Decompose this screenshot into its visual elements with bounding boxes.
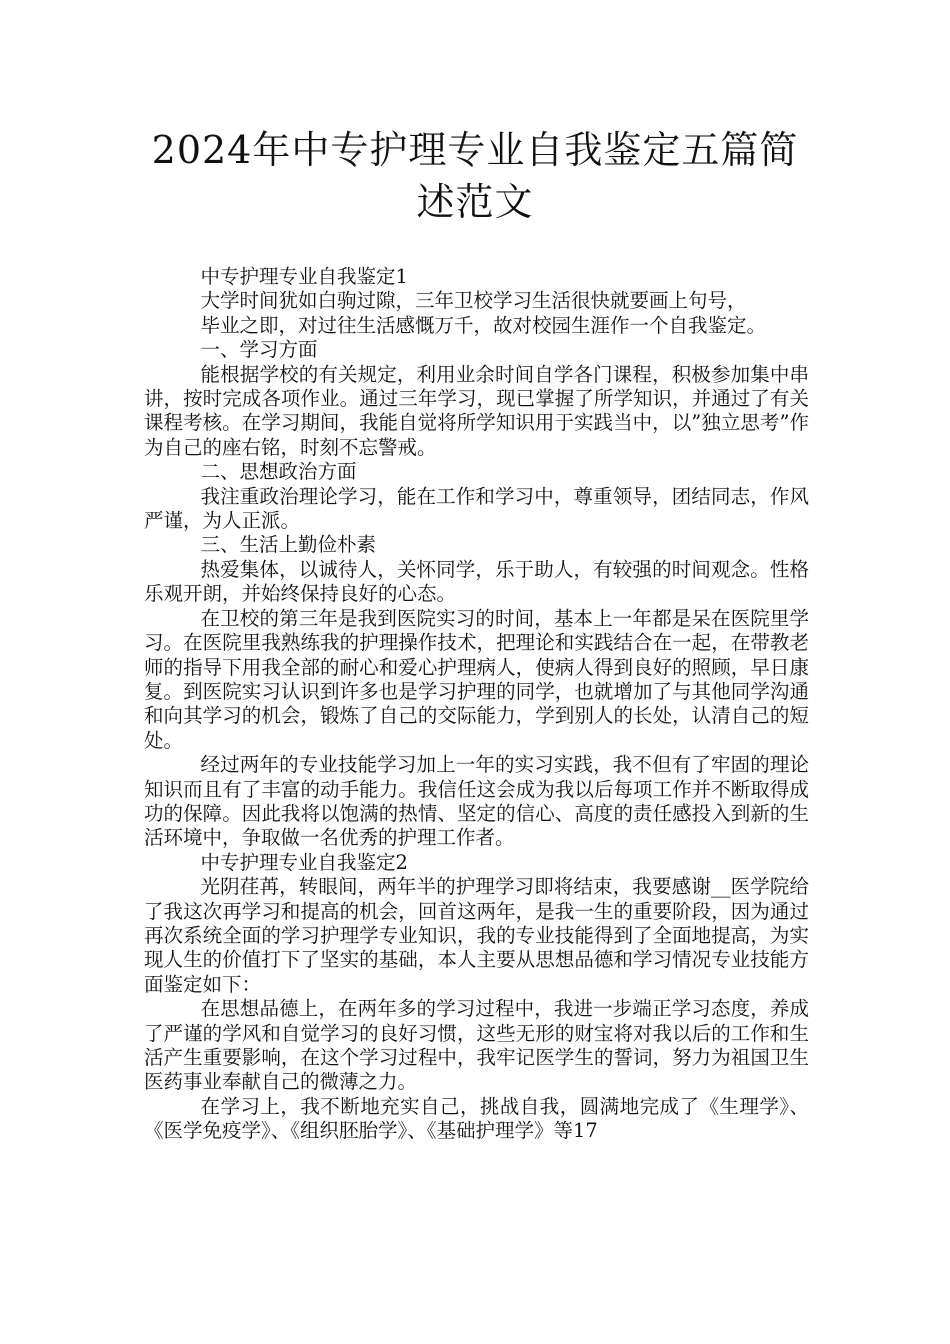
section-heading-2: 中专护理专业自我鉴定2 (200, 850, 408, 874)
paragraph (144, 314, 809, 338)
subheading-study: 一、学习方面 (200, 338, 318, 362)
paragraph: 在思想品德上，在两年多的学习过程中，我进一步端正学习态度，养成了严谨的学风和自觉学习的良好习惯，这些无形的财宝将对我以后的工作和生活产生重要影响，在这个学习过程中，我牢记医学生的誓词，努力为祖国卫生医药事业奉献自己的微薄之力。 (144, 997, 809, 1094)
document-title: 2024年中专护理专业自我鉴定五篇简述范文 (151, 128, 799, 224)
paragraph: 热爱集体，以诚待人，关怀同学，乐于助人，有较强的时间观念。性格乐观开朗，并始终保持良好的心态。 (144, 557, 809, 606)
document-body (144, 265, 809, 1144)
paragraph: 大学时间犹如白驹过隙，三年卫校学习生活很快就要画上句号， (200, 289, 747, 313)
paragraph: 我注重政治理论学习，能在工作和学习中，尊重领导，团结同志，作风严谨，为人正派。 (144, 484, 809, 533)
paragraph: 在学习上，我不断地充实自己，挑战自我，圆满地完成了《生理学》、《医学免疫学》、《组织胚胎学》、《基础护理学》等17 (144, 1094, 809, 1143)
subheading-life: 三、生活上勤俭朴素 (200, 533, 377, 557)
paragraph: 能根据学校的有关规定，利用业余时间自学各门课程，积极参加集中串讲，按时完成各项作业。通过三年学习，现已掌握了所学知识，并通过了有关课程考核。在学习期间，我能自觉将所学知识用于实践当中，以”独立思考”作为自己的座右铭，时刻不忘警戒。 (144, 362, 809, 459)
subheading-politics: 二、思想政治方面 (200, 460, 357, 484)
section-heading-1: 中专护理专业自我鉴定1 (200, 265, 408, 288)
paragraph-text: 毕业之即，对过往生活感慨万千，故对校园生涯作一个自我鉴定。 (200, 313, 767, 337)
paragraph: 光阴荏苒，转眼间，两年半的护理学习即将结束，我要感谢__医学院给了我这次再学习和提高的机会，回首这两年，是我一生的重要阶段，因为通过再次系统全面的学习护理学专业知识，我的专业技能得到了全面地提高，为实现人生的价值打下了坚实的基础，本人主要从思想品德和学习情况专业技能方面鉴定如下： (144, 875, 809, 996)
paragraph: 在卫校的第三年是我到医院实习的时间，基本上一年都是呆在医院里学习。在医院里我熟练我的护理操作技术，把理论和实践结合在一起，在带教老师的指导下用我全部的耐心和爱心护理病人，使病人得到良好的照顾，早日康复。到医院实习认识到许多也是学习护理的同学，也就增加了与其他同学沟通和向其学习的机会，锻炼了自己的交际能力，学到别人的长处，认清自己的短处。 (144, 606, 809, 752)
paragraph: 经过两年的专业技能学习加上一年的实习实践，我不但有了牢固的理论知识而且有了丰富的动手能力。我信任这会成为我以后每项工作并不断取得成功的保障。因此我将以饱满的热情、坚定的信心、高度的责任感投入到新的生活环境中，争取做一名优秀的护理工作者。 (144, 753, 809, 850)
